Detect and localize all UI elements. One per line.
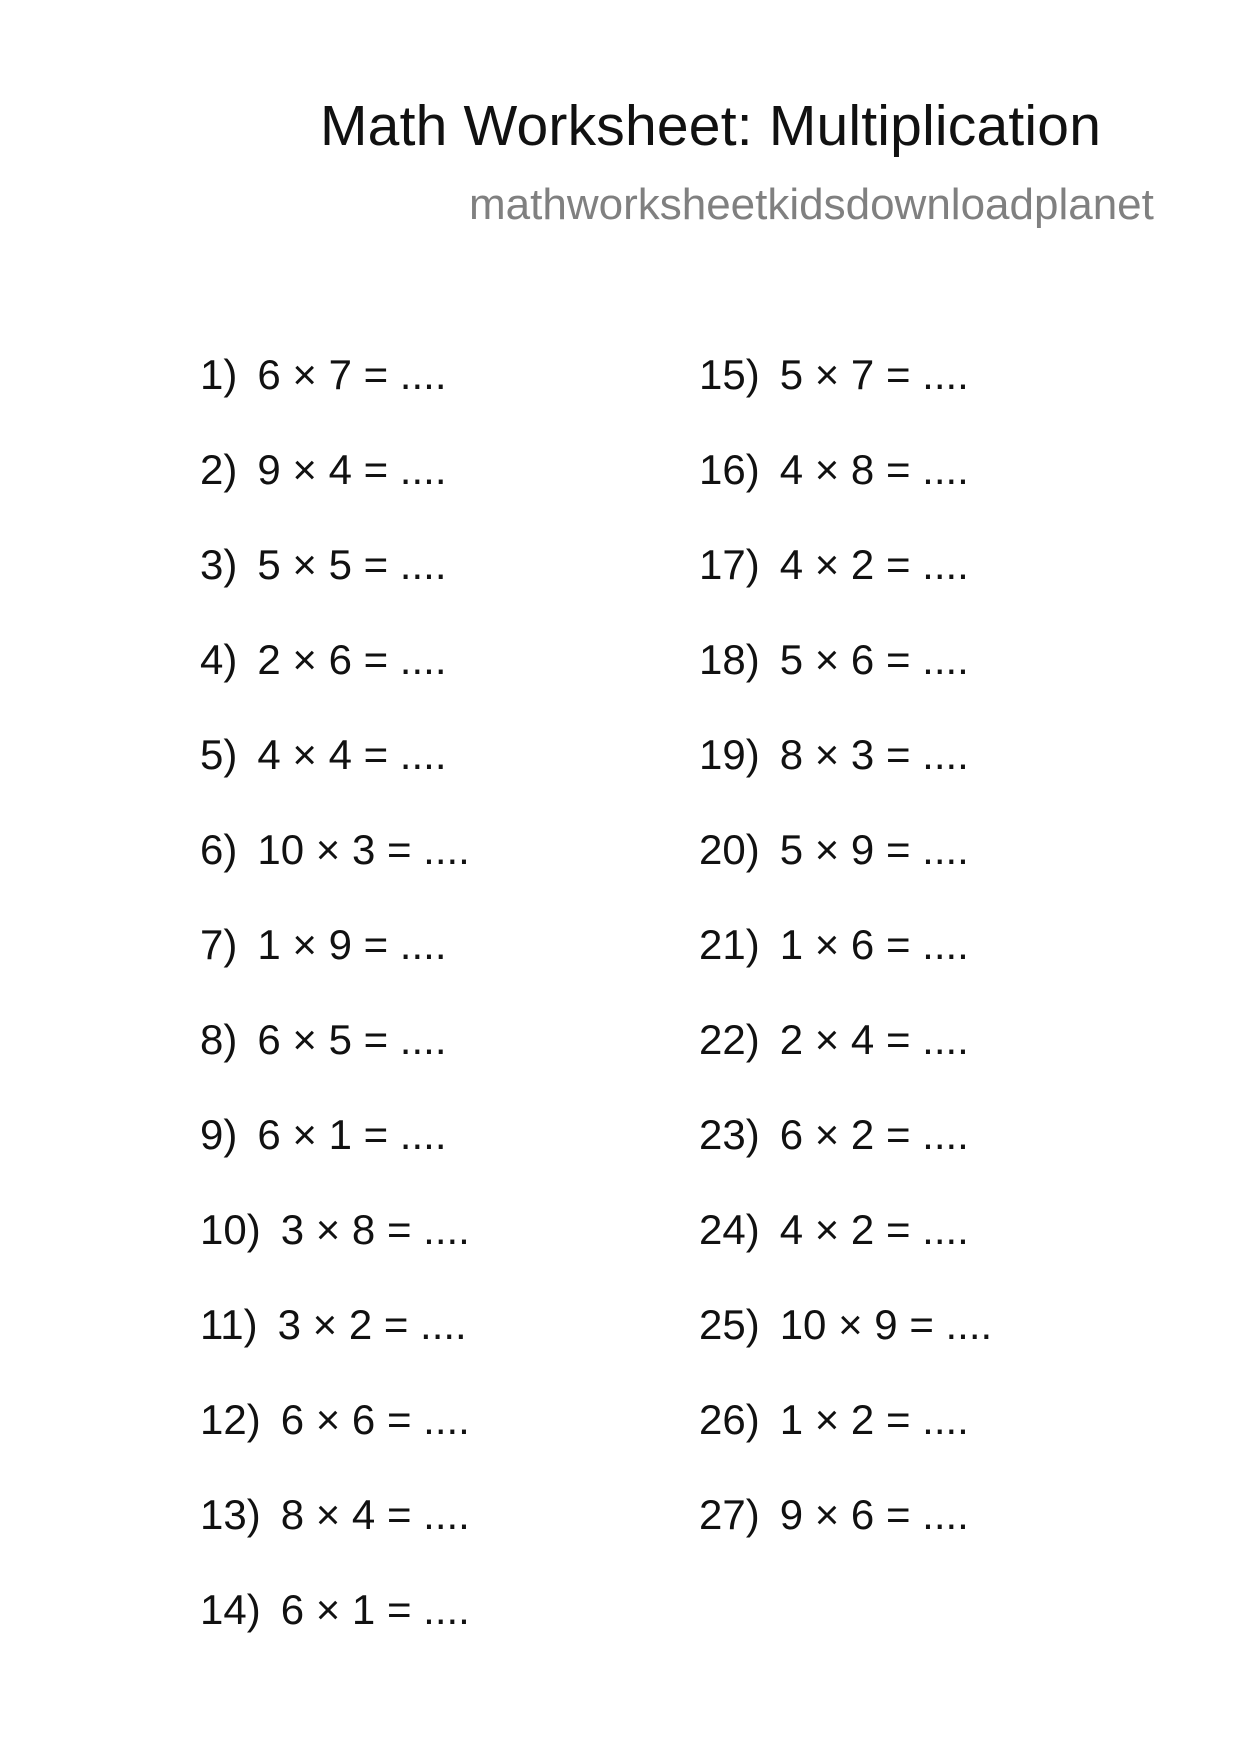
problem-item: [699, 1110, 992, 1205]
problem-item: [699, 540, 992, 635]
problem-item: [699, 1205, 992, 1300]
problem-number: 4): [200, 636, 238, 683]
problem-column-left: [200, 350, 470, 1680]
problem-number: 13): [200, 1491, 261, 1538]
problem-item: [200, 920, 470, 1015]
problem-expression: 10 × 9 = ....: [779, 1301, 993, 1348]
problem-number: 8): [200, 1016, 238, 1063]
problem-expression: 5 × 7 = ....: [779, 351, 969, 398]
problem-item: [699, 1015, 992, 1110]
problem-number: 10): [200, 1206, 261, 1253]
problem-item: [699, 635, 992, 730]
problem-number: 1): [200, 351, 238, 398]
problem-expression: 5 × 6 = ....: [779, 636, 969, 683]
problem-expression: 3 × 8 = ....: [280, 1206, 470, 1253]
problem-number: 15): [699, 351, 760, 398]
problem-expression: 5 × 5 = ....: [257, 541, 447, 588]
problem-item: [699, 350, 992, 445]
problem-number: 21): [699, 921, 760, 968]
problem-expression: 1 × 2 = ....: [779, 1396, 969, 1443]
problem-number: 24): [699, 1206, 760, 1253]
problem-expression: 4 × 8 = ....: [779, 446, 969, 493]
problem-expression: 2 × 4 = ....: [779, 1016, 969, 1063]
problem-expression: 1 × 6 = ....: [779, 921, 969, 968]
problem-number: 25): [699, 1301, 760, 1348]
problem-expression: 8 × 4 = ....: [280, 1491, 470, 1538]
problem-number: 5): [200, 731, 238, 778]
problem-item: [200, 730, 470, 825]
problem-expression: 4 × 4 = ....: [257, 731, 447, 778]
problem-item: [699, 445, 992, 540]
problem-expression: 4 × 2 = ....: [779, 1206, 969, 1253]
problem-item: [200, 445, 470, 540]
problem-item: [200, 1585, 470, 1680]
problem-expression: 6 × 1 = ....: [280, 1586, 470, 1633]
problem-expression: 4 × 2 = ....: [779, 541, 969, 588]
problem-number: 23): [699, 1111, 760, 1158]
problem-item: [699, 730, 992, 825]
problem-item: [200, 825, 470, 920]
problem-number: 18): [699, 636, 760, 683]
problem-expression: 3 × 2 = ....: [277, 1301, 467, 1348]
problem-item: [200, 1110, 470, 1205]
problem-expression: 5 × 9 = ....: [779, 826, 969, 873]
problem-expression: 6 × 5 = ....: [257, 1016, 447, 1063]
problem-number: 17): [699, 541, 760, 588]
problem-item: [200, 540, 470, 635]
problem-expression: 2 × 6 = ....: [257, 636, 447, 683]
worksheet-title: Math Worksheet: Multiplication: [320, 94, 1102, 158]
problem-item: [699, 920, 992, 1015]
problem-item: [699, 1490, 992, 1585]
problem-item: [200, 1490, 470, 1585]
problem-number: 12): [200, 1396, 261, 1443]
problem-number: 14): [200, 1586, 261, 1633]
problem-item: [200, 350, 470, 445]
problem-expression: 8 × 3 = ....: [779, 731, 969, 778]
problem-number: 2): [200, 446, 238, 493]
problem-number: 3): [200, 541, 238, 588]
problem-expression: 9 × 6 = ....: [779, 1491, 969, 1538]
problem-number: 6): [200, 826, 238, 873]
problem-number: 16): [699, 446, 760, 493]
problem-column-right: [699, 350, 992, 1585]
problem-item: [200, 1205, 470, 1300]
problem-number: 27): [699, 1491, 760, 1538]
problem-item: [699, 825, 992, 920]
problem-number: 20): [699, 826, 760, 873]
problem-number: 26): [699, 1396, 760, 1443]
problem-number: 7): [200, 921, 238, 968]
problem-expression: 6 × 1 = ....: [257, 1111, 447, 1158]
problem-expression: 1 × 9 = ....: [257, 921, 447, 968]
problem-item: [699, 1300, 992, 1395]
problem-item: [200, 1015, 470, 1110]
problem-expression: 6 × 6 = ....: [280, 1396, 470, 1443]
problem-item: [699, 1395, 992, 1490]
problem-expression: 6 × 2 = ....: [779, 1111, 969, 1158]
problem-number: 11): [200, 1301, 258, 1348]
problem-expression: 9 × 4 = ....: [257, 446, 447, 493]
problem-item: [200, 1395, 470, 1490]
problem-expression: 6 × 7 = ....: [257, 351, 447, 398]
problem-item: [200, 1300, 470, 1395]
problem-number: 9): [200, 1111, 238, 1158]
problem-item: [200, 635, 470, 730]
problem-expression: 10 × 3 = ....: [257, 826, 470, 873]
problem-number: 22): [699, 1016, 760, 1063]
problem-number: 19): [699, 731, 760, 778]
worksheet-subtitle: mathworksheetkidsdownloadplanet: [469, 180, 1154, 229]
